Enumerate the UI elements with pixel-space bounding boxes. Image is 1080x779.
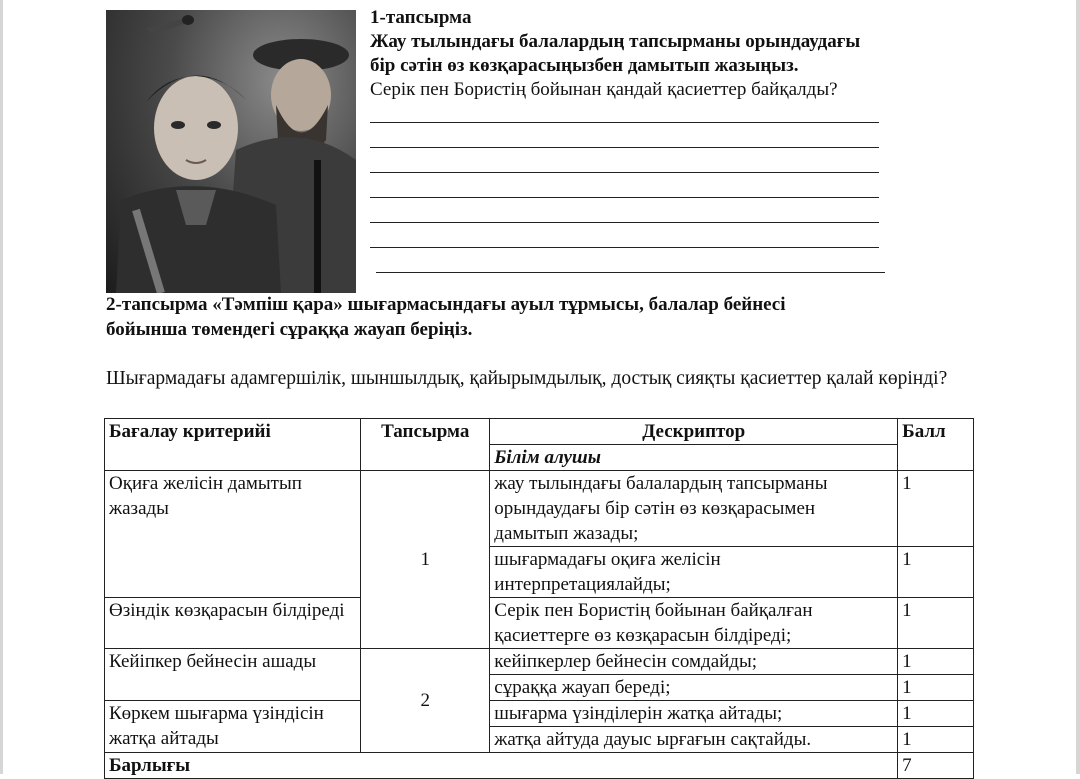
task1-question: Серік пен Бористің бойынан қандай қасиеттер байқалды? xyxy=(370,79,838,100)
score-cell: 1 xyxy=(898,727,974,753)
assessment-table xyxy=(104,418,974,779)
descriptor-cell: Серік пен Бористің бойынан байқалған қасиеттерге өз көзқарасын білдіреді; xyxy=(490,598,898,649)
answer-line[interactable] xyxy=(370,223,879,248)
answer-line[interactable] xyxy=(370,98,879,123)
total-label: Барлығы xyxy=(105,753,898,779)
table-header-row xyxy=(105,419,974,445)
criterion-cell: Өзіндік көзқарасын білдіреді xyxy=(105,598,361,649)
task-number-cell: 2 xyxy=(361,649,490,753)
historical-photo xyxy=(106,10,356,293)
descriptor-cell: шығарма үзінділерін жатқа айтады; xyxy=(490,701,898,727)
score-cell: 1 xyxy=(898,598,974,649)
task1-block xyxy=(370,6,1070,102)
task1-instruction-line1: Жау тылындағы балалардың тапсырманы орындаудағы xyxy=(370,31,861,52)
criterion-cell: Көркем шығарма үзіндісін жатқа айтады xyxy=(105,701,361,753)
page-frame-left xyxy=(0,0,3,774)
table-row xyxy=(105,598,974,649)
total-score: 7 xyxy=(898,753,974,779)
score-cell: 1 xyxy=(898,649,974,675)
task-number-cell: 1 xyxy=(361,471,490,649)
score-cell: 1 xyxy=(898,547,974,598)
total-row xyxy=(105,753,974,779)
descriptor-cell: кейіпкерлер бейнесін сомдайды; xyxy=(490,649,898,675)
answer-lines[interactable] xyxy=(370,98,885,273)
criterion-cell: Оқиға желісін дамытып жазады xyxy=(105,471,361,598)
header-task: Тапсырма xyxy=(361,419,490,471)
task1-title: 1-тапсырма xyxy=(370,7,472,28)
photo-illustration xyxy=(106,10,356,293)
table-row xyxy=(105,701,974,727)
score-cell: 1 xyxy=(898,675,974,701)
answer-line[interactable] xyxy=(370,148,879,173)
header-learner: Білім алушы xyxy=(490,445,898,471)
task2-line2: бойынша төмендегі сұраққа жауап беріңіз. xyxy=(106,319,473,340)
task2-line1: 2-тапсырма «Тәмпіш қара» шығармасындағы ауыл тұрмысы, балалар бейнесі xyxy=(106,294,786,315)
page-frame-right xyxy=(1076,0,1080,774)
descriptor-cell: сұраққа жауап береді; xyxy=(490,675,898,701)
table-row xyxy=(105,649,974,675)
task2-heading xyxy=(106,292,1006,342)
answer-line[interactable] xyxy=(370,198,879,223)
task1-instruction-line2: бір сәтін өз көзқарасыңызбен дамытып жазыңыз. xyxy=(370,55,799,76)
answer-line[interactable] xyxy=(370,123,879,148)
table-row xyxy=(105,471,974,547)
descriptor-cell: жау тылындағы балалардың тапсырманы орындаудағы бір сәтін өз көзқарасымен дамытып жазады; xyxy=(490,471,898,547)
header-descriptor: Дескриптор xyxy=(490,419,898,445)
score-cell: 1 xyxy=(898,701,974,727)
descriptor-cell: жатқа айтуда дауыс ырғағын сақтайды. xyxy=(490,727,898,753)
descriptor-cell: шығармадағы оқиға желісін интерпретациялайды; xyxy=(490,547,898,598)
task2-question: Шығармадағы адамгершілік, шыншылдық, қайырымдылық, достық сияқты қасиеттер қалай көрінді? xyxy=(106,368,948,389)
header-criteria: Бағалау критерийі xyxy=(105,419,361,471)
header-score: Балл xyxy=(898,419,974,471)
answer-line[interactable] xyxy=(376,248,885,273)
score-cell: 1 xyxy=(898,471,974,547)
answer-line[interactable] xyxy=(370,173,879,198)
criterion-cell: Кейіпкер бейнесін ашады xyxy=(105,649,361,701)
